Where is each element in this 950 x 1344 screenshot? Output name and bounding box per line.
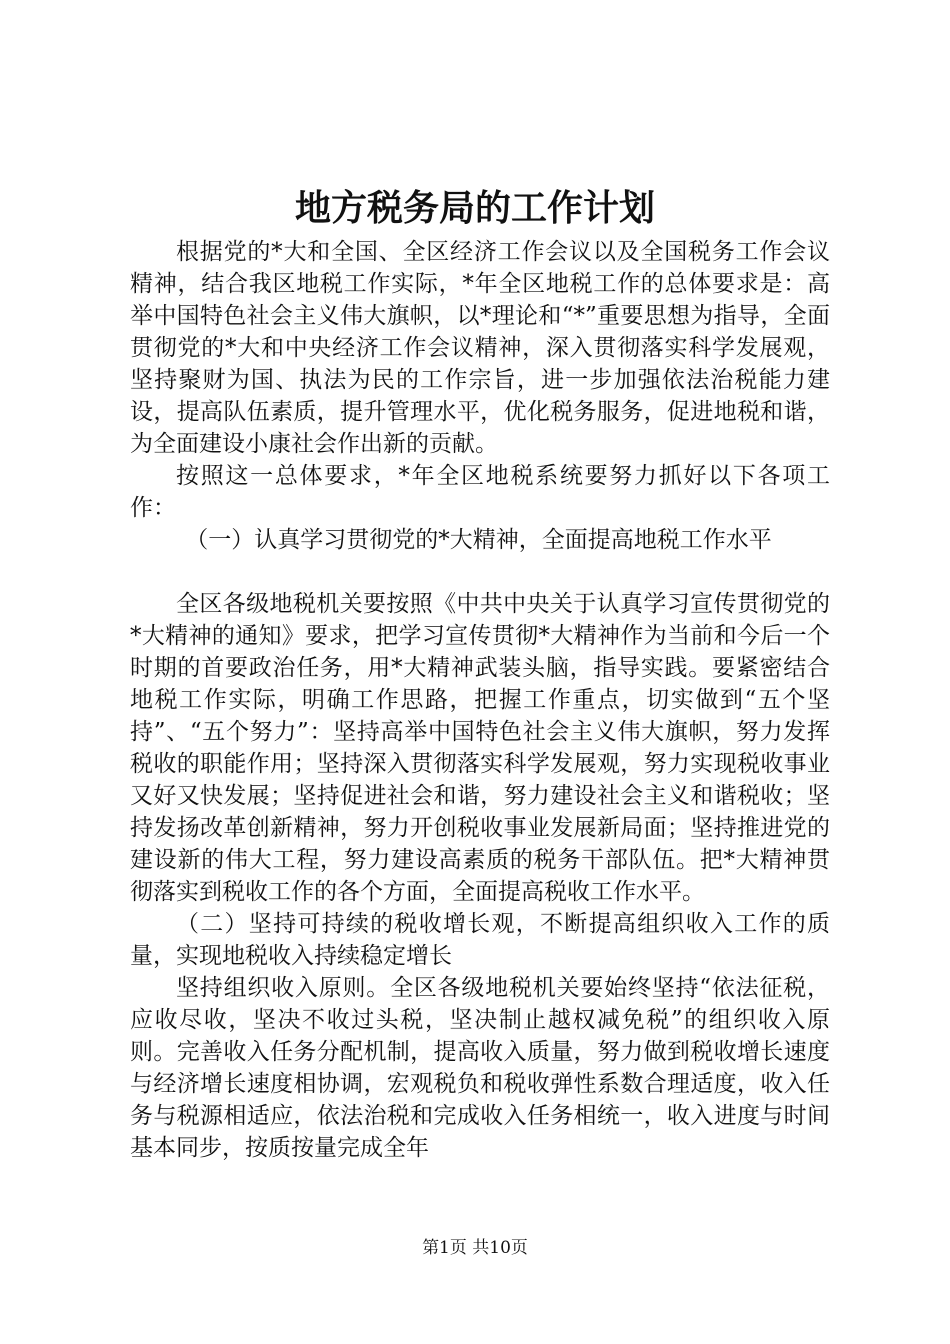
paragraph-overview: 按照这一总体要求，*年全区地税系统要努力抓好以下各项工作：: [130, 463, 830, 521]
section-heading-2: （二）坚持可持续的税收增长观，不断提高组织收入工作的质量，实现地税收入持续稳定增长: [130, 911, 830, 969]
paragraph-section-2: 坚持组织收入原则。全区各级地税机关要始终坚持“依法征税，应收尽收，坚决不收过头税，坚决制止越权减免税”的组织收入原则。完善收入任务分配机制，提高收入质量，努力做到税收增长速度与经济增长速度相协调，宏观税负和税收弹性系数合理适度，收入任务与税源相适应，依法治税和完成收入任务相统一，收入进度与时间基本同步，按质按量完成全年: [130, 975, 830, 1161]
blank-line: [130, 556, 830, 588]
paragraph-intro: 根据党的*大和全国、全区经济工作会议以及全国税务工作会议精神，结合我区地税工作实际，*年全区地税工作的总体要求是：高举中国特色社会主义伟大旗帜，以*理论和“*”重要思想为指导，全面贯彻党的*大和中央经济工作会议精神，深入贯彻落实科学发展观，坚持聚财为国、执法为民的工作宗旨，进一步加强依法治税能力建设，提高队伍素质，提升管理水平，优化税务服务，促进地税和谐，为全面建设小康社会作出新的贡献。: [130, 239, 830, 457]
section-heading-1: （一）认真学习贯彻党的*大精神，全面提高地税工作水平: [185, 527, 772, 553]
page-number: 第1页 共10页: [422, 1238, 528, 1258]
document-title: 地方税务局的工作计划: [294, 187, 655, 229]
document-body: [130, 236, 830, 1164]
paragraph-section-1: 全区各级地税机关要按照《中共中央关于认真学习宣传贯彻党的*大精神的通知》要求，把学习宣传贯彻*大精神作为当前和今后一个时期的首要政治任务，用*大精神武装头脑，指导实践。要紧密结合地税工作实际，明确工作思路，把握工作重点，切实做到“五个坚持”、“五个努力”：坚持高举中国特色社会主义伟大旗帜，努力发挥税收的职能作用；坚持深入贯彻落实科学发展观，努力实现税收事业又好又快发展；坚持促进社会和谐，努力建设社会主义和谐税收；坚持发扬改革创新精神，努力开创税收事业发展新局面；坚持推进党的建设新的伟大工程，努力建设高素质的税务干部队伍。把*大精神贯彻落实到税收工作的各个方面，全面提高税收工作水平。: [130, 591, 830, 905]
